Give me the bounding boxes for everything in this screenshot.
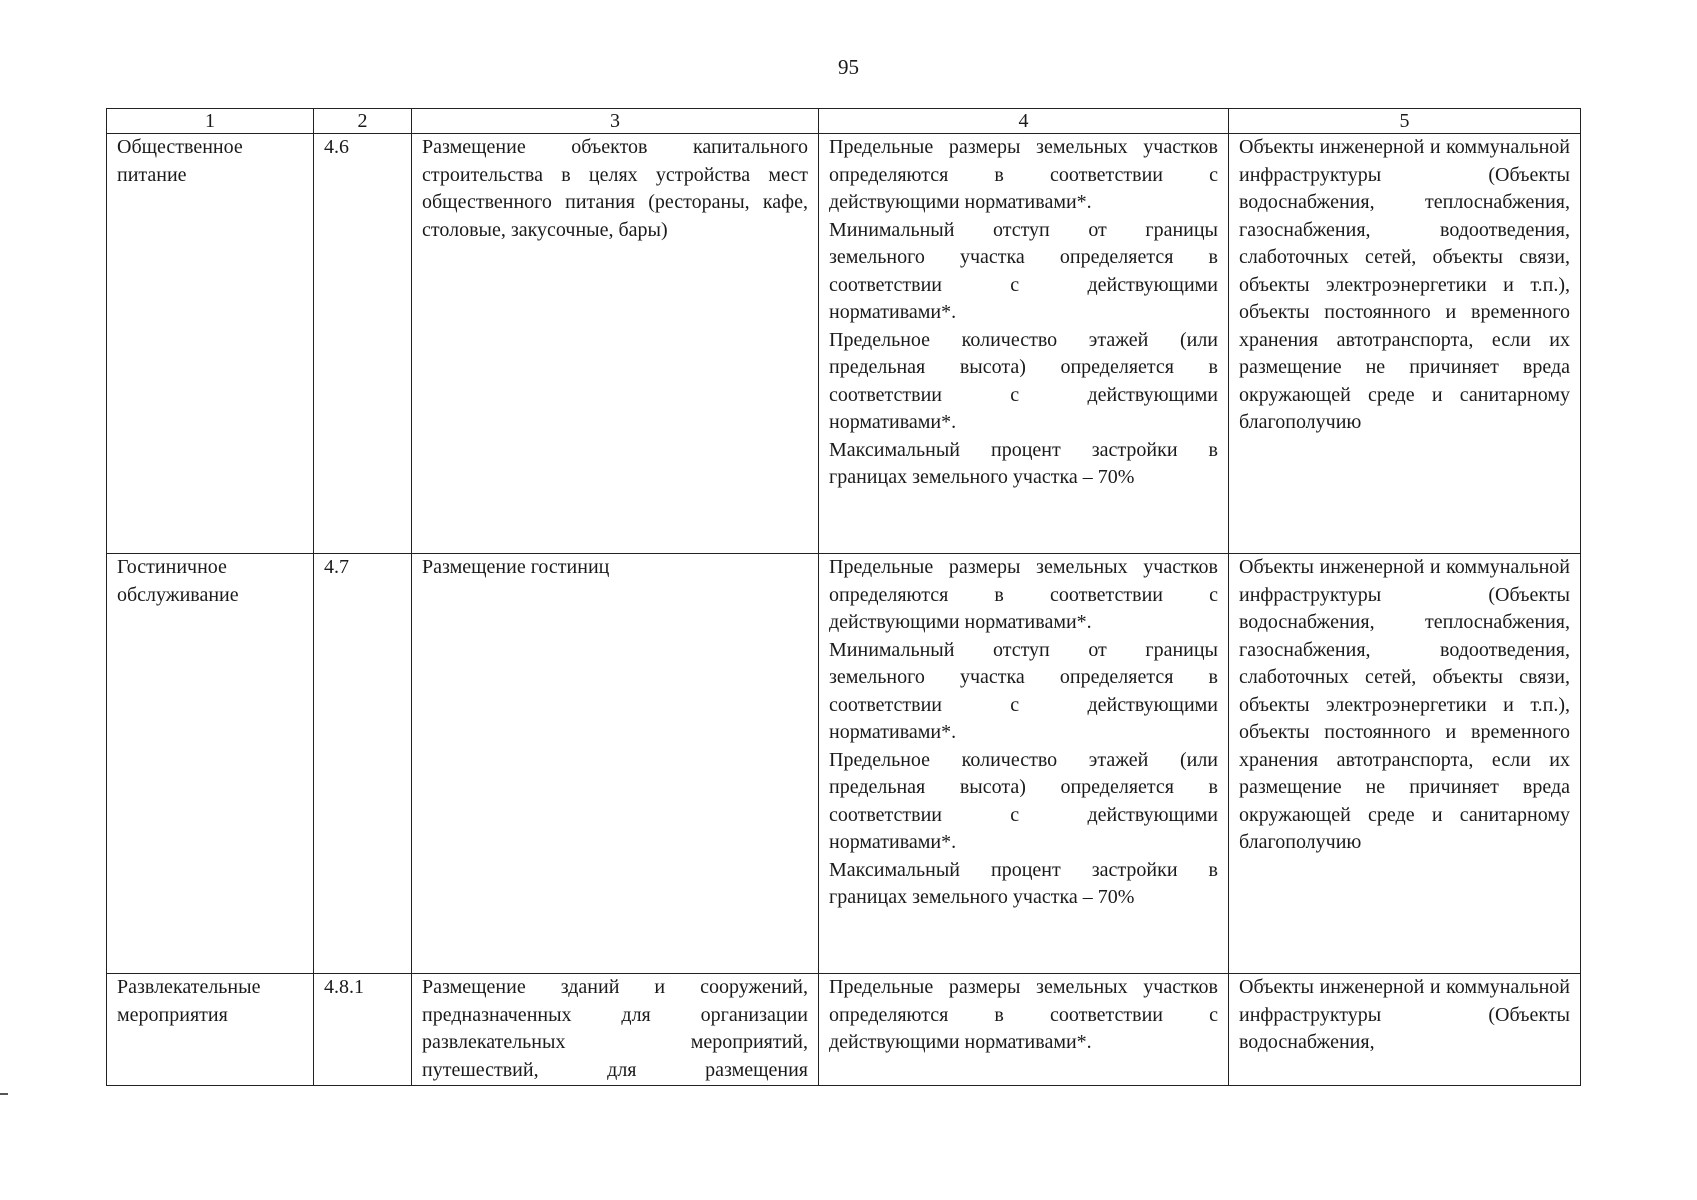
use-auxiliary-cell xyxy=(1229,554,1581,974)
column-header-1: 1 xyxy=(107,109,314,134)
column-header-4: 4 xyxy=(819,109,1229,134)
use-name-cell xyxy=(107,974,314,1086)
use-code-cell xyxy=(314,974,412,1086)
table-header-row xyxy=(107,109,1581,134)
use-auxiliary-cell xyxy=(1229,974,1581,1086)
use-code-cell xyxy=(314,554,412,974)
use-description: Размещение зданий и сооружений, предназначенных для организации развлекательных мероприятий, путешествий, для размещения xyxy=(422,976,808,1081)
use-name: Общественное питание xyxy=(117,136,243,186)
column-header-2: 2 xyxy=(314,109,412,134)
use-description-cell xyxy=(412,134,819,554)
param-floors: Предельное количество этажей (или предельная высота) определяется в соответствии с действующими нормативами*. xyxy=(829,328,1218,433)
param-setback: Минимальный отступ от границы земельного участка определяется в соответствии с действующими нормативами*. xyxy=(829,218,1218,323)
use-auxiliary: Объекты инженерной и коммунальной инфраструктуры (Объекты водоснабжения, xyxy=(1239,976,1570,1053)
param-coverage: Максимальный процент застройки в границах земельного участка – 70% xyxy=(829,438,1218,488)
param-plot-size: Предельные размеры земельных участков определяются в соответствии с действующими нормативами*. xyxy=(829,556,1218,633)
use-params-cell xyxy=(819,974,1229,1086)
page-number: 95 xyxy=(838,55,859,79)
param-floors: Предельное количество этажей (или предельная высота) определяется в соответствии с действующими нормативами*. xyxy=(829,748,1218,853)
scan-edge-mark xyxy=(0,1093,8,1095)
use-description-cell xyxy=(412,554,819,974)
param-plot-size: Предельные размеры земельных участков определяются в соответствии с действующими нормативами*. xyxy=(829,136,1218,213)
column-header-5: 5 xyxy=(1229,109,1581,134)
column-header-3: 3 xyxy=(412,109,819,134)
use-name: Развлекательные мероприятия xyxy=(117,976,261,1026)
land-use-table xyxy=(106,108,1581,1086)
use-auxiliary: Объекты инженерной и коммунальной инфраструктуры (Объекты водоснабжения, теплоснабжения, газоснабжения, водоотведения, слаботочных сетей, объекты связи, объекты электроэнергетики и т.п.), объекты постоянного и временного хранения автотранспорта, если их размещение не причиняет вреда окружающей среде и санитарному благополучию xyxy=(1239,556,1570,853)
use-code: 4.8.1 xyxy=(324,976,364,998)
table-row xyxy=(107,134,1581,554)
use-name-cell xyxy=(107,554,314,974)
param-plot-size: Предельные размеры земельных участков определяются в соответствии с действующими нормативами*. xyxy=(829,976,1218,1053)
use-code: 4.6 xyxy=(324,136,349,158)
table-row xyxy=(107,974,1581,1086)
use-auxiliary: Объекты инженерной и коммунальной инфраструктуры (Объекты водоснабжения, теплоснабжения, газоснабжения, водоотведения, слаботочных сетей, объекты связи, объекты электроэнергетики и т.п.), объекты постоянного и временного хранения автотранспорта, если их размещение не причиняет вреда окружающей среде и санитарному благополучию xyxy=(1239,136,1570,433)
use-description: Размещение гостиниц xyxy=(422,556,610,578)
use-params-cell xyxy=(819,554,1229,974)
use-description-cell xyxy=(412,974,819,1086)
use-code-cell xyxy=(314,134,412,554)
use-name: Гостиничное обслуживание xyxy=(117,556,239,606)
use-auxiliary-cell xyxy=(1229,134,1581,554)
param-coverage: Максимальный процент застройки в границах земельного участка – 70% xyxy=(829,858,1218,908)
use-description: Размещение объектов капитального строительства в целях устройства мест общественного питания (рестораны, кафе, столовые, закусочные, бары) xyxy=(422,136,808,241)
use-code: 4.7 xyxy=(324,556,349,578)
table-row xyxy=(107,554,1581,974)
param-setback: Минимальный отступ от границы земельного участка определяется в соответствии с действующими нормативами*. xyxy=(829,638,1218,743)
use-name-cell xyxy=(107,134,314,554)
use-params-cell xyxy=(819,134,1229,554)
